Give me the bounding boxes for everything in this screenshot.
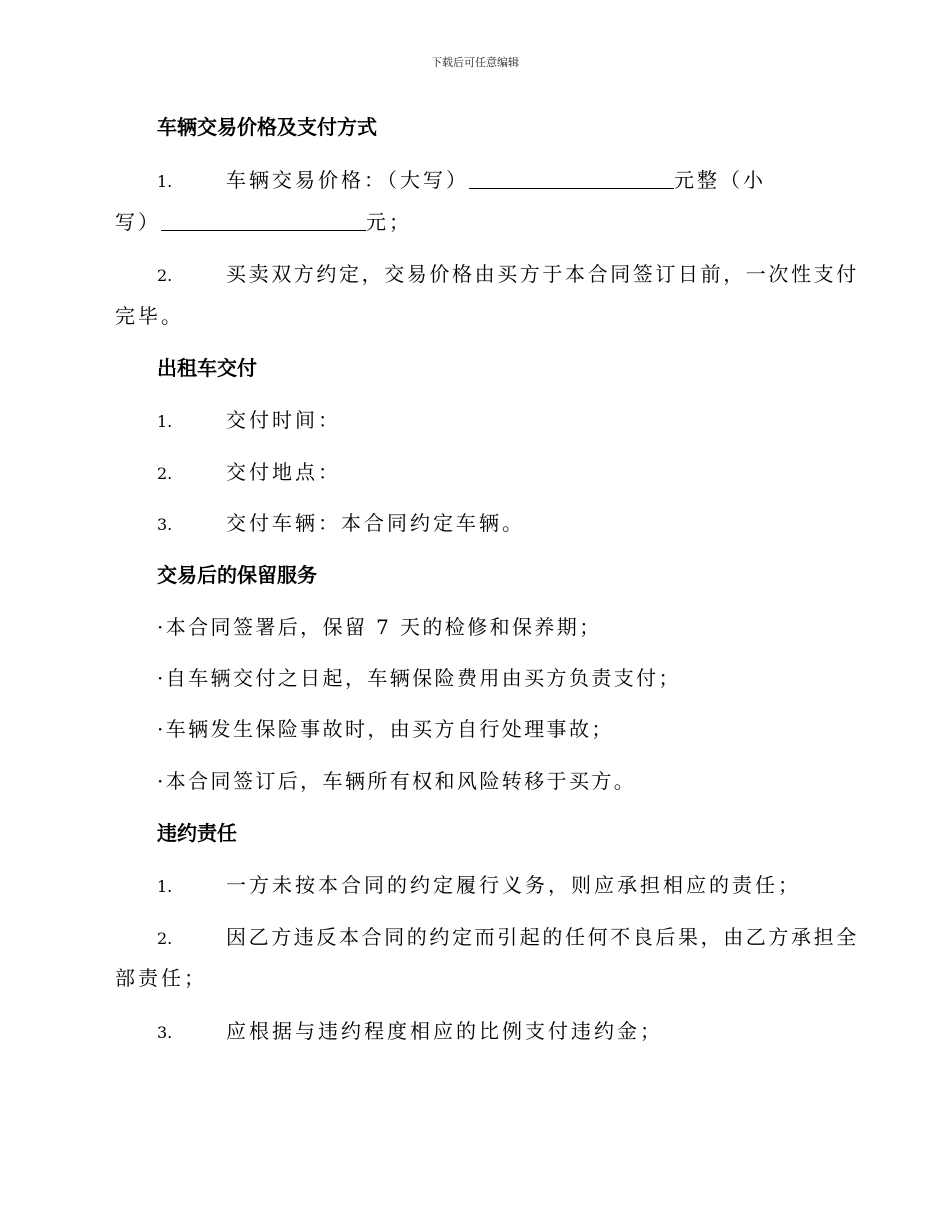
after-sale-bullet-3: ·车辆发生保险事故时，由买方自行处理事故；	[157, 717, 614, 741]
breach-item-2-text: 因乙方违反本合同的约定而引起的任何不良后果，由乙方承担全	[226, 925, 859, 949]
after-sale-bullet-4: ·本合同签订后，车辆所有权和风险转移于买方。	[157, 769, 637, 793]
price-item-2-cont: 完毕。	[115, 304, 184, 328]
delivery-place-text: 交付地点：	[226, 460, 341, 484]
delivery-vehicle-text: 交付车辆：本合同约定车辆。	[226, 511, 525, 535]
delivery-time-text: 交付时间：	[226, 408, 341, 432]
price-label: 车辆交易价格：（大写）	[226, 168, 469, 192]
price-suffix: 元整（小	[674, 168, 766, 192]
item-number: 3.	[157, 515, 173, 534]
item-number: 3.	[157, 1023, 173, 1042]
section-title-price: 车辆交易价格及支付方式	[157, 115, 377, 139]
item-number: 2.	[157, 929, 173, 948]
item-number: 2.	[157, 266, 173, 285]
section-title-after-sale: 交易后的保留服务	[157, 563, 317, 587]
item-number: 1.	[157, 412, 173, 431]
item-number: 1.	[157, 877, 173, 896]
price-unit: 元；	[366, 210, 412, 234]
page-header-note: 下载后可任意编辑	[431, 56, 519, 69]
price-uppercase-blank	[469, 170, 674, 189]
price-item-1-text	[226, 168, 766, 192]
breach-item-1-text: 一方未按本合同的约定履行义务，则应承担相应的责任；	[226, 873, 801, 897]
section-title-breach: 违约责任	[157, 821, 237, 845]
item-number: 1.	[157, 172, 173, 191]
breach-item-3-text: 应根据与违约程度相应的比例支付违约金；	[226, 1019, 663, 1043]
price-lowercase-blank	[161, 212, 366, 231]
item-number: 2.	[157, 464, 173, 483]
section-title-delivery: 出租车交付	[157, 356, 257, 380]
breach-item-2-cont: 部责任；	[115, 966, 207, 990]
price-item-2-text: 买卖双方约定，交易价格由买方于本合同签订日前，一次性支付	[226, 262, 859, 286]
after-sale-bullet-2: ·自车辆交付之日起，车辆保险费用由买方负责支付；	[157, 666, 681, 690]
price-lowercase-label: 写）	[115, 210, 161, 234]
price-item-1-line2	[115, 210, 412, 234]
after-sale-bullet-1: ·本合同签署后，保留 7 天的检修和保养期；	[157, 615, 602, 639]
